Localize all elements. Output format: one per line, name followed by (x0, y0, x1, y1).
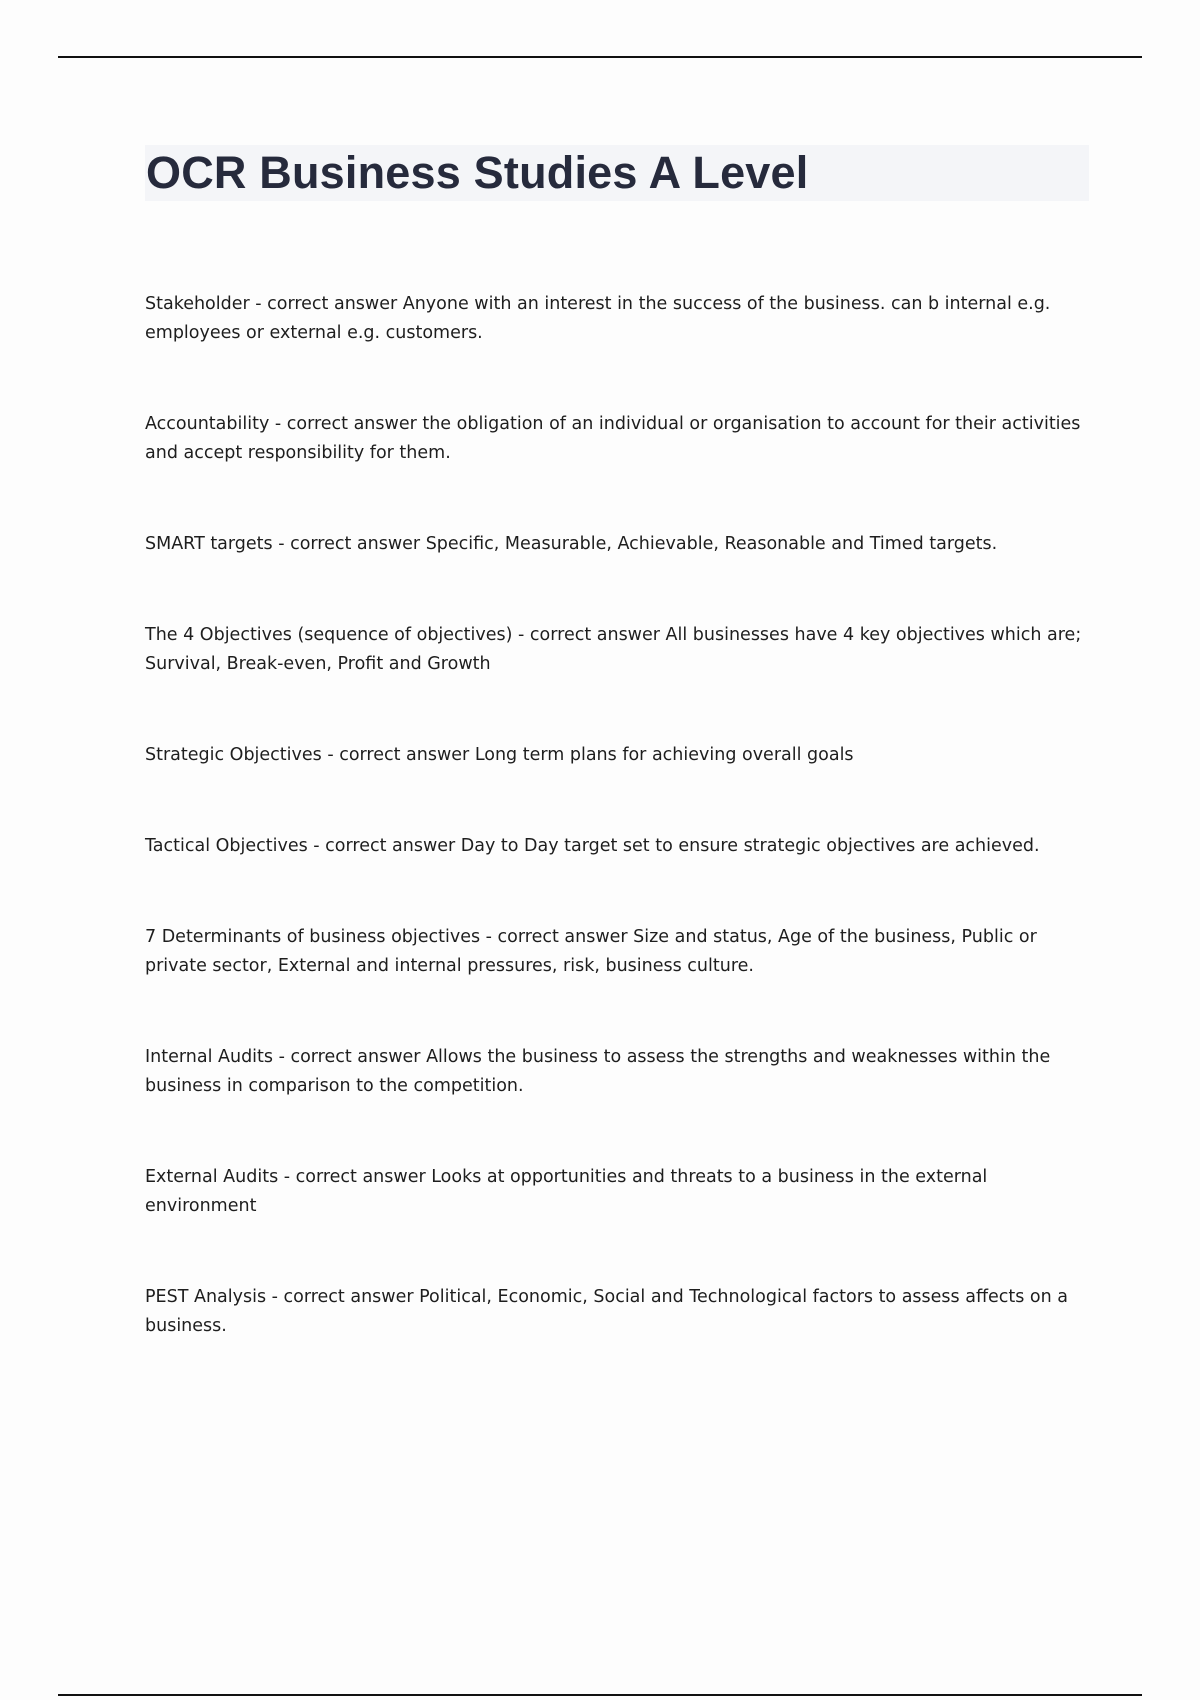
flashcard-entry: Internal Audits - correct answer Allows the business to assess the strengths and weaknesses within the business in comparison to the competition. (145, 1047, 1051, 1096)
bottom-rule (58, 1694, 1142, 1696)
flashcard-entry: The 4 Objectives (sequence of objectives) - correct answer All businesses have 4 key objectives which are; Survival, Break-even, Profit and Growth (145, 625, 1082, 674)
top-rule (58, 56, 1142, 58)
page-title: OCR Business Studies A Level (146, 147, 809, 198)
flashcard-entry: External Audits - correct answer Looks at opportunities and threats to a business in the external environment (145, 1167, 988, 1216)
flashcard-entry: SMART targets - correct answer Specific, Measurable, Achievable, Reasonable and Timed targets. (145, 534, 998, 554)
flashcard-entry: Tactical Objectives - correct answer Day to Day target set to ensure strategic objectives are achieved. (145, 836, 1040, 856)
flashcard-list (145, 290, 1095, 1403)
flashcard-entry: 7 Determinants of business objectives - correct answer Size and status, Age of the business, Public or private sector, External and internal pressures, risk, business culture. (145, 927, 1037, 976)
flashcard-entry: Stakeholder - correct answer Anyone with an interest in the success of the business. can b internal e.g. employees or external e.g. customers. (145, 294, 1051, 343)
flashcard-entry: Strategic Objectives - correct answer Long term plans for achieving overall goals (145, 745, 854, 765)
flashcard-entry: Accountability - correct answer the obligation of an individual or organisation to account for their activities and accept responsibility for them. (145, 414, 1081, 463)
flashcard-entry: PEST Analysis - correct answer Political, Economic, Social and Technological factors to assess affects on a business. (145, 1287, 1069, 1336)
